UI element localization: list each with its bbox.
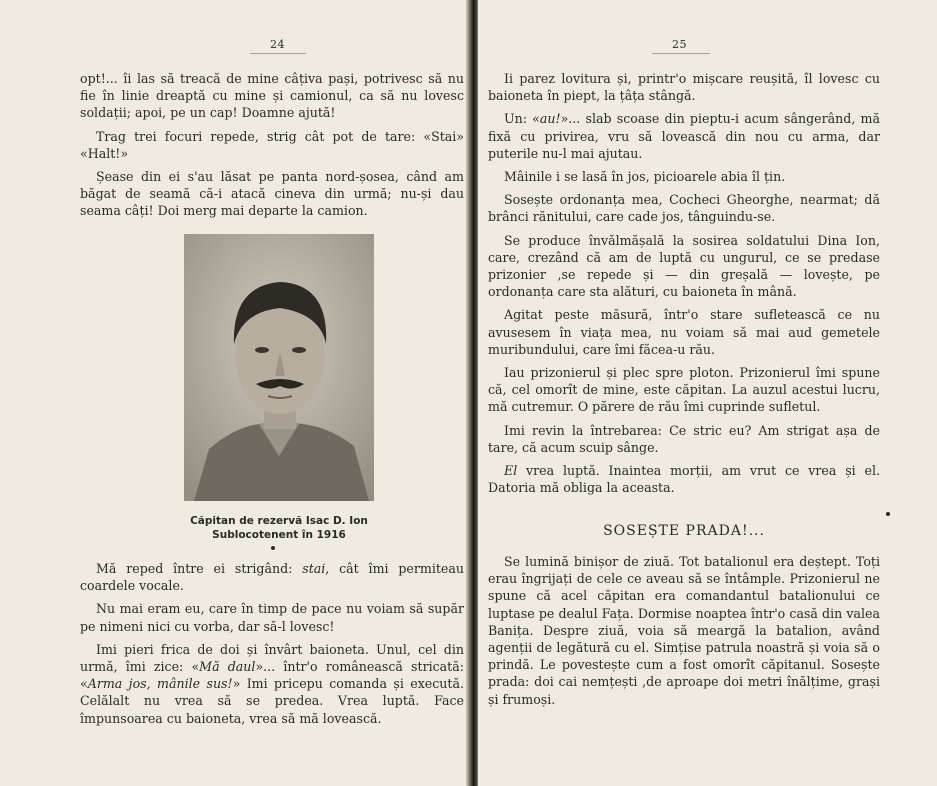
paragraph: Se lumină binișor de ziuă. Tot batalionul era deștept. Toți erau îngrijați de cele ce aveau să se întâmple. Prizonierul ne spune că acel căpitan era comandantul batalionului ce luptase pe dealul Fața. Dormise noaptea într'o casă din valea Banița. Despre ziuă, voia să meargă la batalion, având agenții de legătură cu el. Simțise patrula noastră și voia să o prindă. Le povestește cum a fost omorît căpitanul. Sosește prada: doi cai nemțești ,de aproape doi metri înălțime, grași și frumoși. bbox=[488, 554, 880, 707]
paragraph: Iau prizonierul și plec spre ploton. Prizonierul îmi spune că, cel omorît de mine, este căpitan. La auzul acestui lucru, mă cutremur. O părere de rău îmi cuprinde sufletul. bbox=[488, 365, 880, 415]
paragraph: Ii parez lovitura și, printr'o mișcare reușită, îl lovesc cu baioneta în piept, la țâța stângă. bbox=[488, 71, 880, 104]
section-heading: SOSEȘTE PRADA!... bbox=[603, 523, 765, 539]
paragraph bbox=[488, 110, 880, 162]
portrait-photo bbox=[184, 234, 374, 501]
ink-dot bbox=[886, 512, 890, 516]
photo-caption bbox=[184, 514, 374, 542]
paragraph: Mâinile i se lasă în jos, picioarele abia îl țin. bbox=[504, 169, 786, 185]
text-run-italic: El bbox=[504, 463, 518, 479]
right-bottom-text bbox=[488, 553, 880, 714]
paragraph: Șease din ei s'au lăsat pe panta nord-șosea, când am băgat de seamă că-i atacă cineva din urmă; nu-și dau seama câți! Doi merg mai departe la camion. bbox=[80, 169, 464, 219]
text-run: vrea luptă. Inaintea morții, am vrut ce vrea și el. Datoria mă obliga la aceasta. bbox=[488, 463, 880, 496]
left-bottom-text bbox=[80, 560, 464, 733]
paragraph: opt!... îi las să treacă de mine câțiva pași, potrivesc să nu fie în linie dreaptă cu mine și camionul, ca să nu lovesc soldații; apoi, pe un cap! Doamne ajută! bbox=[80, 71, 464, 121]
text-run: »... slab scoase din pieptu-i acum sângerând, mă fixă cu privirea, vru să lovească din nou cu arma, dar puterile nu-l mai ajutau. bbox=[488, 111, 880, 161]
paragraph: Sosește ordonanța mea, Cocheci Gheorghe, nearmat; dă brânci rănitului, care cade jos, tânguindu-se. bbox=[488, 192, 880, 225]
text-run: , cât îmi permiteau coardele vocale. bbox=[80, 561, 464, 594]
caption-line: Căpitan de rezervă Isac D. Ion bbox=[190, 515, 368, 527]
paragraph: Nu mai eram eu, care în timp de pace nu voiam să supăr pe nimeni nici cu vorba, dar să-l lovesc! bbox=[80, 601, 464, 634]
page-number-rule bbox=[652, 53, 710, 54]
text-run: » Imi pricepu comanda și execută. Celălalt nu vrea să se predea. Vrea luptă. Face împunsoarea cu baioneta, vrea să mă lovească. bbox=[80, 676, 464, 726]
right-top-text bbox=[488, 70, 880, 502]
text-run-italic: Arma jos, mânile sus! bbox=[87, 676, 233, 692]
page-number-left: 24 bbox=[270, 38, 285, 51]
text-run: Un: « bbox=[504, 111, 540, 127]
paragraph: Se produce învălmășală la sosirea soldatului Dina Ion, care, crezând că am de luptă cu ungurul, ce se predase prizonier ,se repede și — din greșală — lovește, pe ordonanța care sta alături, cu baioneta în mână. bbox=[488, 232, 880, 300]
left-top-text bbox=[80, 70, 464, 226]
paragraph: Imi revin la întrebarea: Ce stric eu? Am strigat așa de tare, că acum scuip sânge. bbox=[488, 422, 880, 455]
page-number-rule bbox=[250, 53, 306, 54]
text-run: Mă reped între ei strigând: bbox=[96, 561, 303, 576]
text-run-italic: stai bbox=[302, 561, 326, 576]
paragraph bbox=[80, 560, 464, 594]
caption-line: Sublocotenent în 1916 bbox=[212, 529, 346, 541]
paragraph bbox=[488, 462, 880, 496]
text-run-italic: Mă daul bbox=[199, 659, 256, 675]
text-run: »... într'o românească stricată: « bbox=[80, 659, 464, 692]
text-run-italic: au! bbox=[539, 111, 561, 127]
portrait-image bbox=[184, 234, 374, 501]
page-number-right: 25 bbox=[672, 38, 687, 51]
text-run: Imi pieri frica de doi și învârt baioneta. Unul, cel din urmă, îmi zice: « bbox=[80, 641, 464, 675]
paragraph: Trag trei focuri repede, strig cât pot de tare: «Stai» «Halt!» bbox=[80, 128, 464, 161]
paragraph: Agitat peste măsură, într'o stare sufletească ce nu avusesem în viața mea, nu voiam să mai aud gemetele muribundului, care îmi făcea-u rău. bbox=[488, 307, 880, 357]
paragraph bbox=[80, 641, 464, 727]
ink-dot bbox=[271, 546, 275, 550]
